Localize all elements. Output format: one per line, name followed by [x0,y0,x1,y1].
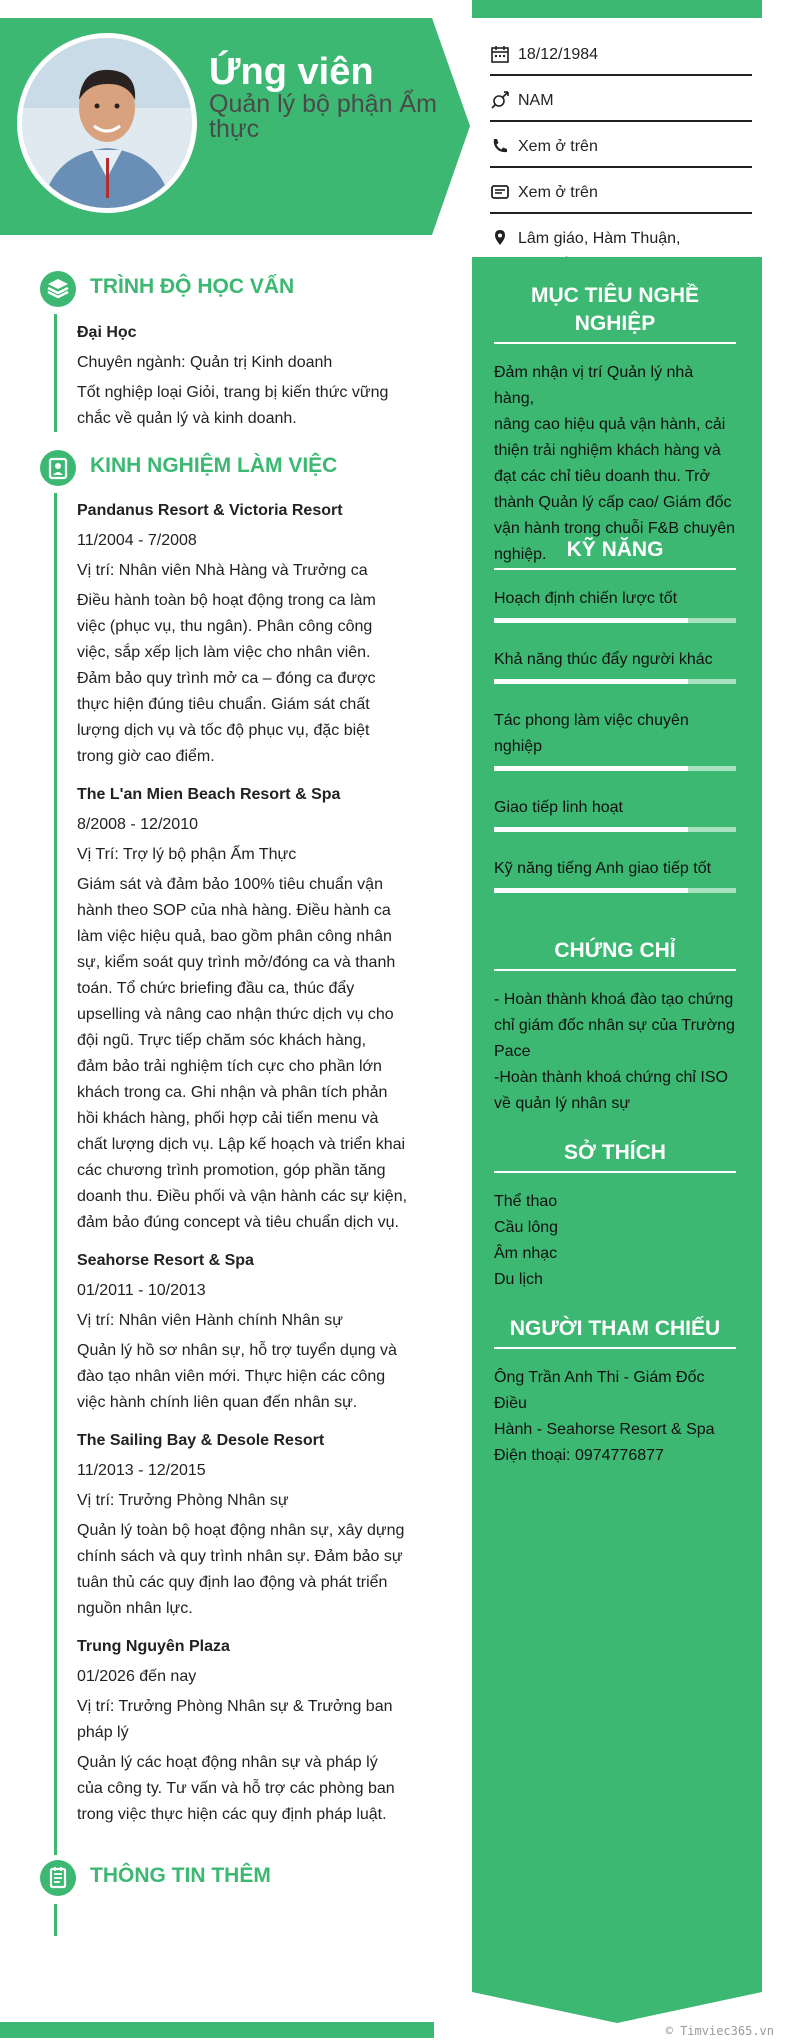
job-desc-line: sự, kiểm soát quy trình mở/đóng ca và thanh [77,954,396,971]
job-company: The L'an Mien Beach Resort & Spa [77,786,341,803]
job-desc-line: trong việc thực hiện các quy định pháp luật. [77,1806,387,1823]
references-text [494,1365,736,1469]
job-description [77,872,412,1236]
references-title: NGƯỜI THAM CHIẾU [494,1315,736,1349]
skill-bar [494,679,736,684]
certificate-line: Pace [494,1043,531,1060]
skill-label: Kỹ năng tiếng Anh giao tiếp tốt [494,860,712,877]
email-icon [490,182,510,202]
job-role: Vị trí: Trưởng Phòng Nhân sự [77,1492,289,1509]
job-period: 11/2004 - 7/2008 [77,532,197,549]
education-degree: Đại Học [77,324,137,341]
skill-bar [494,888,736,893]
objective-line: nâng cao hiệu quả vận hành, cải [494,416,726,433]
skill-item [494,708,736,771]
skill-label: Khả năng thúc đẩy người khác [494,651,713,668]
contact-phone [490,132,752,168]
skills-section [494,536,736,917]
additional-timeline-line [54,1904,57,1936]
objective-line: nghiệp. [494,546,547,563]
reference-line: Điện thoại: 0974776877 [494,1447,664,1464]
job-role: Vị trí: Nhân viên Hành chính Nhân sự [77,1312,343,1329]
skill-bar-fill [494,618,688,623]
job-desc-line: doanh thu. Điều phối và vận hành các sự kiện, [77,1188,408,1205]
experience-icon-circle [40,450,76,486]
job-desc-line: Quản lý hồ sơ nhân sự, hỗ trợ tuyển dụng và [77,1342,397,1359]
additional-icon-circle [40,1860,76,1896]
job-description [77,588,412,770]
additional-info-title: THÔNG TIN THÊM [90,1864,271,1887]
objective-line: đạt các chỉ tiêu doanh thu. Trở [494,468,710,485]
job-entry [77,498,412,770]
job-role-continued: pháp lý [77,1724,129,1741]
job-desc-line: đảm bảo trải nghiệm tích cực cho phần lớn [77,1058,382,1075]
address-line-1: Lâm giáo, Hàm Thuận, [518,230,681,247]
job-desc-line: hành theo SOP của nhà hàng. Điều hành ca [77,902,391,919]
certificates-text [494,987,736,1117]
education-desc-line: chắc về quản lý và kinh doanh. [77,410,297,427]
hobby-item: Âm nhạc [494,1245,558,1262]
job-desc-line: khách trong ca. Ghi nhận và phân tích phản [77,1084,388,1101]
skill-item [494,647,736,684]
job-desc-line: tuân thủ các quy định lao động và phát triển [77,1574,388,1591]
skill-bar [494,766,736,771]
education-major: Chuyên ngành: Quản trị Kinh doanh [77,354,333,371]
candidate-name: Ứng viên [209,51,374,93]
certificate-line: - Hoàn thành khoá đào tạo chứng [494,991,734,1008]
job-description [77,1338,412,1416]
education-desc-line: Tốt nghiệp loại Giỏi, trang bị kiến thức vững [77,384,389,401]
job-desc-line: hồi khách hàng, phối hợp cải tiến menu và [77,1110,379,1127]
gender-icon [490,90,510,110]
job-period: 8/2008 - 12/2010 [77,816,198,833]
experience-body [77,498,412,1840]
objective-line: vận hành trong chuỗi F&B chuyên [494,520,736,537]
job-desc-line: Điều hành toàn bộ hoạt động trong ca làm [77,592,376,609]
location-pin-icon [490,228,510,248]
skill-bar-fill [494,679,688,684]
certificate-line: chỉ giám đốc nhân sự của Trường [494,1017,735,1034]
job-role: Vị Trí: Trợ lý bộ phận Ẩm Thực [77,846,297,863]
job-company: Seahorse Resort & Spa [77,1252,254,1269]
certificate-line: về quản lý nhân sự [494,1095,631,1112]
skill-bar-fill [494,888,688,893]
job-desc-line: việc hành chính liên quan đến nhân sự. [77,1394,358,1411]
candidate-position: Quản lý bộ phận Ẩm thực [209,90,437,143]
skill-label: Giao tiếp linh hoạt [494,799,623,816]
job-desc-line: của công ty. Tư vấn và hỗ trợ các phòng ban [77,1780,395,1797]
job-description [77,1518,412,1622]
hobby-item: Du lịch [494,1271,543,1288]
objective-title: MỤC TIÊU NGHỀ NGHIỆP [494,282,736,344]
certificates-section [494,937,736,1117]
job-desc-line: đảm bảo đúng concept và tiêu chuẩn dịch vụ. [77,1214,399,1231]
skill-item [494,586,736,623]
job-entry [77,1428,412,1622]
skill-bar-fill [494,827,688,832]
reference-line: Hành - Seahorse Resort & Spa [494,1421,715,1438]
stack-books-icon [40,271,76,307]
job-desc-line: lượng dịch vụ và tốc độ phục vụ, đặc biệt [77,722,370,739]
job-period: 11/2013 - 12/2015 [77,1462,206,1479]
objective-line: thiện trải nghiệm khách hàng và [494,442,721,459]
skill-item [494,795,736,832]
contact-gender [490,86,752,122]
job-desc-line: trong giờ cao điểm. [77,748,215,765]
job-entry [77,1634,412,1828]
id-card-icon [40,450,76,486]
certificates-title: CHỨNG CHỈ [494,937,736,971]
skill-item [494,856,736,893]
hobbies-list [494,1189,736,1293]
job-desc-line: đội ngũ. Trực tiếp chăm sóc khách hàng, [77,1032,367,1049]
education-body [77,320,412,432]
job-desc-line: toán. Tổ chức briefing đầu ca, thúc đẩy [77,980,355,997]
education-icon-circle [40,271,76,307]
avatar [17,33,197,213]
skill-label: Tác phong làm việc chuyên [494,712,689,729]
job-desc-line: việc, sắp xếp lịch làm việc cho nhân viên. [77,644,371,661]
calendar-icon [490,44,510,64]
job-desc-line: Đảm bảo quy trình mở ca – đóng ca được [77,670,376,687]
references-section [494,1315,736,1469]
job-company: The Sailing Bay & Desole Resort [77,1432,325,1449]
reference-line: Ông Trần Anh Thi - Giám Đốc Điều [494,1369,705,1412]
person-photo-icon [22,38,192,208]
job-desc-line: các chương trình promotion, góp phần tăng [77,1162,386,1179]
skill-label: Hoạch định chiến lược tốt [494,590,678,607]
job-company: Trung Nguyên Plaza [77,1638,230,1655]
job-company: Pandanus Resort & Victoria Resort [77,502,343,519]
birthday-text: 18/12/1984 [518,46,599,63]
education-description [77,380,412,432]
phone-icon [490,136,510,156]
hobbies-section [494,1139,736,1293]
job-desc-line: Quản lý toàn bộ hoạt động nhân sự, xây dựng [77,1522,405,1539]
contact-email [490,178,752,214]
job-role: Vị trí: Nhân viên Nhà Hàng và Trưởng ca [77,562,368,579]
skill-label-continued: nghiệp [494,738,543,755]
education-title: TRÌNH ĐỘ HỌC VẤN [90,275,295,298]
skill-bar-fill [494,766,688,771]
hobby-item: Thể thao [494,1193,558,1210]
gender-text: NAM [518,92,554,109]
watermark: © Timviec365.vn [665,2024,774,2038]
experience-timeline-line [54,493,57,1855]
experience-title: KINH NGHIỆM LÀM VIỆC [90,454,338,477]
job-description [77,1750,412,1828]
right-column-top-bar [472,0,762,18]
job-desc-line: việc (phục vụ, thu ngân). Phân công công [77,618,373,635]
education-timeline-line [54,314,57,432]
job-desc-line: đào tạo nhân viên mới. Thực hiện các công [77,1368,386,1385]
job-desc-line: nguồn nhân lực. [77,1600,193,1617]
job-desc-line: Giám sát và đảm bảo 100% tiêu chuẩn vận [77,876,383,893]
job-role: Vị trí: Trưởng Phòng Nhân sự & Trưởng ban [77,1698,393,1715]
job-desc-line: thực hiện đúng tiêu chuẩn. Giám sát chất [77,696,370,713]
hobby-item: Cầu lông [494,1219,559,1236]
job-desc-line: chất lượng dịch vụ. Lập kế hoạch và triển khai [77,1136,406,1153]
hobbies-title: SỞ THÍCH [494,1139,736,1173]
skills-title: KỸ NĂNG [494,536,736,570]
objective-line: Đảm nhận vị trí Quản lý nhà hàng, [494,364,694,407]
job-desc-line: upselling và nâng cao nhận thức dịch vụ cho [77,1006,394,1023]
job-period: 01/2011 - 10/2013 [77,1282,206,1299]
notepad-icon [40,1860,76,1896]
objective-section [494,282,736,568]
skill-bar [494,618,736,623]
job-entry [77,782,412,1236]
job-entry [77,1248,412,1416]
objective-line: thành Quản lý cấp cao/ Giám đốc [494,494,732,511]
job-desc-line: chính sách và quy trình nhân sự. Đảm bảo sự [77,1548,403,1565]
skill-bar [494,827,736,832]
email-text[interactable]: Xem ở trên [518,184,598,201]
job-desc-line: Quản lý các hoạt động nhân sự và pháp lý [77,1754,378,1771]
job-desc-line: làm việc hiệu quả, bao gồm phân công nhân [77,928,392,945]
bottom-accent-bar [0,2022,434,2038]
phone-text[interactable]: Xem ở trên [518,138,598,155]
job-period: 01/2026 đến nay [77,1668,197,1685]
contact-birthday [490,40,752,76]
certificate-line: -Hoàn thành khoá chứng chỉ ISO [494,1069,728,1086]
